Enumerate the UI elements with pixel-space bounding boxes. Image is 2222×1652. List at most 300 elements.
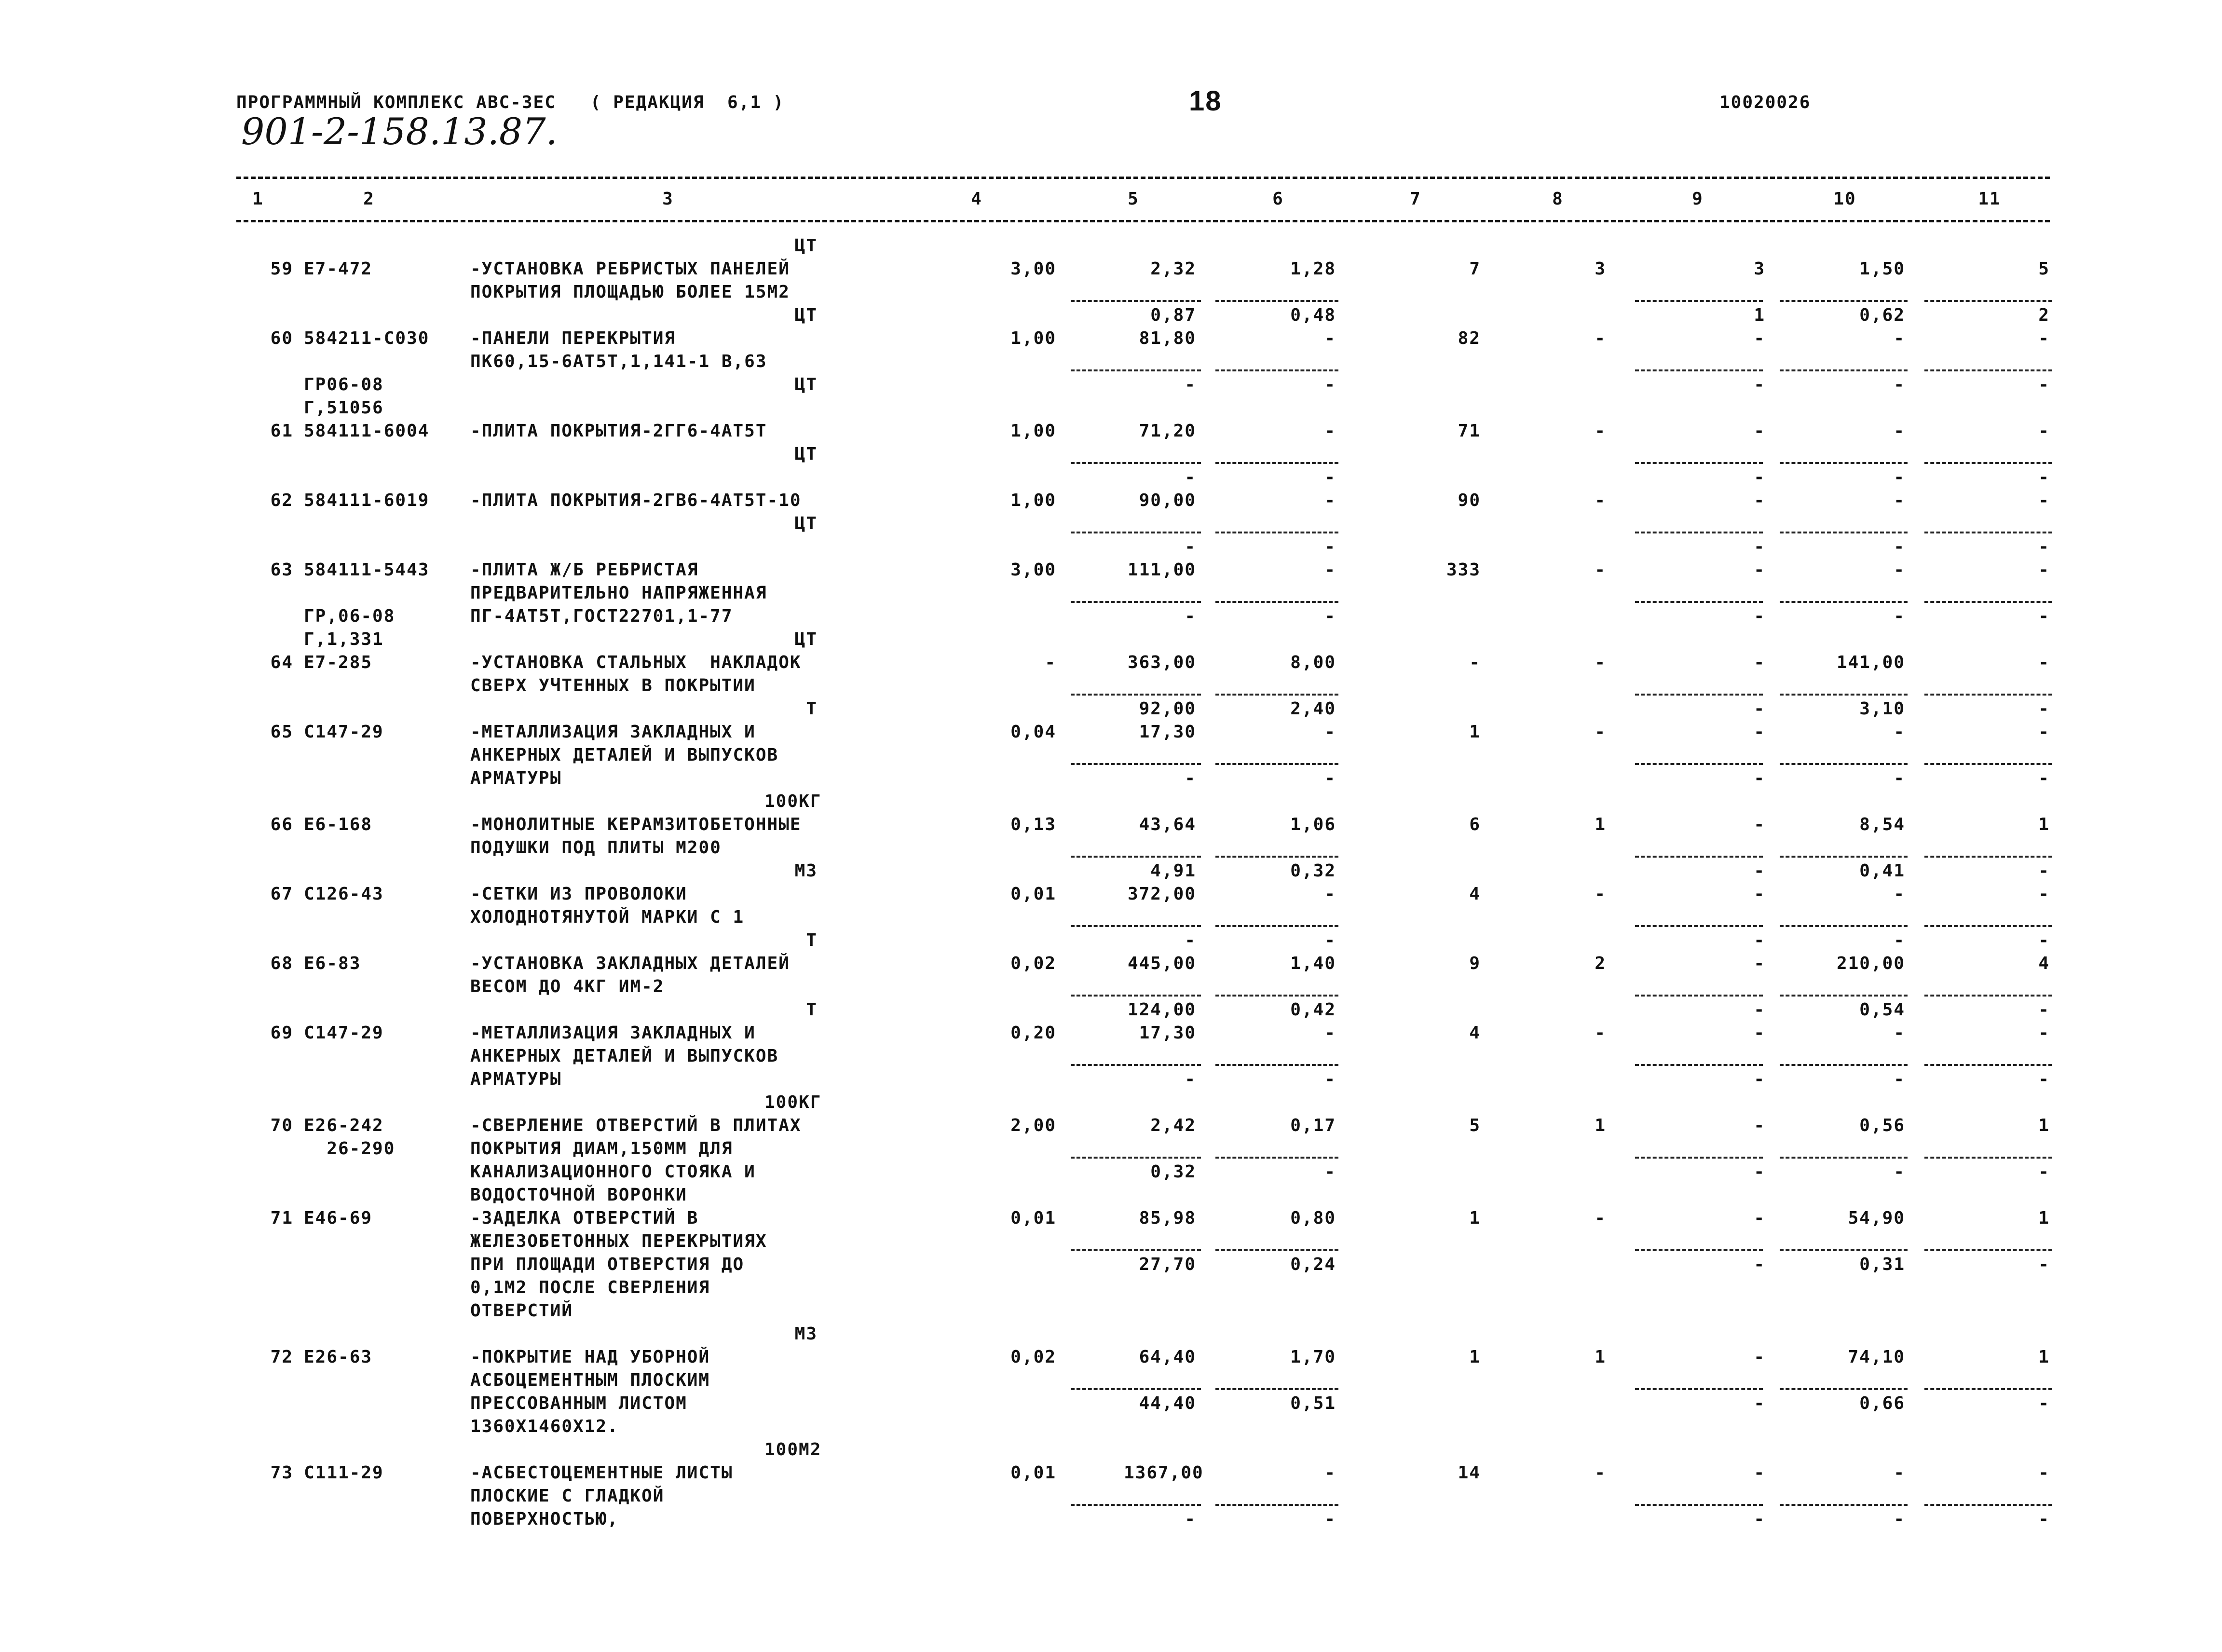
row-value-c10: - (1894, 375, 1905, 395)
row-description: ПГ-4АТ5Т,ГОСТ22701,1-77 (470, 606, 733, 626)
row-value-c6: - (1324, 328, 1336, 348)
row-dash-separator (1780, 763, 1908, 765)
row-value-c11: 1 (2038, 1208, 2050, 1228)
row-dash-separator (1215, 763, 1338, 765)
row-value-c5: - (1185, 1509, 1196, 1529)
col-num-3: 3 (662, 189, 674, 209)
row-value-c8: - (1595, 653, 1606, 672)
row-description: -ПОКРЫТИЕ НАД УБОРНОЙ (470, 1347, 710, 1367)
document-code: 10020026 (1719, 93, 1811, 112)
row-value-c10: 1,50 (1859, 259, 1905, 279)
row-dash-separator (1780, 369, 1908, 371)
row-value-c6: 0,32 (1290, 861, 1336, 881)
col-num-8: 8 (1552, 189, 1564, 209)
row-value-c4: - (1045, 653, 1056, 672)
row-value-c10: - (1894, 606, 1905, 626)
row-value-c6: - (1324, 491, 1336, 510)
row-number: 68 (270, 954, 293, 973)
row-value-c9: - (1754, 1000, 1765, 1020)
row-description: ХОЛОДНОТЯНУТОЙ МАРКИ С 1 (470, 907, 745, 927)
row-description: АНКЕРНЫХ ДЕТАЛЕЙ И ВЫПУСКОВ (470, 1046, 779, 1066)
row-number: 72 (270, 1347, 293, 1367)
row-value-c11: - (2038, 328, 2050, 348)
row-value-c4: 0,01 (1010, 1208, 1056, 1228)
row-dash-separator (1071, 532, 1201, 533)
row-value-c9: - (1754, 537, 1765, 557)
row-value-c11: - (2038, 537, 2050, 557)
row-number: 71 (270, 1208, 293, 1228)
row-description: ПЛОСКИЕ С ГЛАДКОЙ (470, 1486, 665, 1506)
row-value-c5: 27,70 (1139, 1255, 1196, 1274)
row-value-c11: - (2038, 861, 2050, 881)
row-value-c8: - (1595, 884, 1606, 904)
row-dash-separator (1780, 925, 1908, 927)
row-value-c11: - (2038, 606, 2050, 626)
row-value-c7: 1 (1469, 722, 1481, 742)
row-dash-separator (1780, 1388, 1908, 1390)
row-value-c10: - (1894, 1509, 1905, 1529)
row-description: ПОКРЫТИЯ ДИАМ,150ММ ДЛЯ (470, 1139, 733, 1159)
row-dash-separator (1780, 601, 1908, 603)
row-value-c5: 372,00 (1127, 884, 1196, 904)
row-dash-separator (1635, 601, 1763, 603)
row-number: 64 (270, 653, 293, 672)
row-value-c9: - (1754, 1208, 1765, 1228)
row-value-c6: - (1324, 1509, 1336, 1529)
row-code: ГР06-08 (304, 375, 384, 395)
row-value-c10: - (1894, 1463, 1905, 1483)
row-value-c8: - (1595, 1023, 1606, 1043)
row-dash-separator (1924, 1504, 2052, 1506)
row-unit: Т (806, 699, 818, 719)
row-value-c4: 0,13 (1010, 815, 1056, 834)
row-number: 65 (270, 722, 293, 742)
row-code: Е26-242 (304, 1116, 384, 1135)
row-value-c9: - (1754, 375, 1765, 395)
row-value-c6: - (1324, 467, 1336, 487)
row-value-c6: 0,48 (1290, 305, 1336, 325)
row-dash-separator (1215, 925, 1338, 927)
row-value-c6: - (1324, 768, 1336, 788)
row-value-c11: 1 (2038, 1347, 2050, 1367)
row-value-c11: - (2038, 491, 2050, 510)
row-dash-separator (1215, 300, 1338, 302)
row-dash-separator (1924, 1064, 2052, 1066)
row-dash-separator (1924, 601, 2052, 603)
row-code: 26-290 (304, 1139, 395, 1159)
row-dash-separator (1924, 1249, 2052, 1251)
row-dash-separator (1635, 856, 1763, 858)
row-value-c10: 141,00 (1836, 653, 1905, 672)
row-dash-separator (1215, 694, 1338, 696)
row-description: -АСБЕСТОЦЕМЕНТНЫЕ ЛИСТЫ (470, 1463, 733, 1483)
row-value-c6: - (1324, 421, 1336, 441)
row-value-c11: 1 (2038, 815, 2050, 834)
row-value-c9: - (1754, 768, 1765, 788)
row-value-c6: - (1324, 1463, 1336, 1483)
row-value-c11: - (2038, 930, 2050, 950)
row-value-c6: 8,00 (1290, 653, 1336, 672)
row-description: АСБОЦЕМЕНТНЫМ ПЛОСКИМ (470, 1370, 710, 1390)
row-unit: ЦТ (794, 375, 818, 395)
row-value-c10: - (1894, 467, 1905, 487)
row-value-c4: 0,01 (1010, 884, 1056, 904)
row-dash-separator (1215, 1388, 1338, 1390)
row-value-c11: 4 (2038, 954, 2050, 973)
row-description: -ПЛИТА ПОКРЫТИЯ-2ГВ6-4АТ5Т-10 (470, 491, 802, 510)
row-value-c5: 64,40 (1139, 1347, 1196, 1367)
row-number: 63 (270, 560, 293, 580)
row-value-c10: 210,00 (1836, 954, 1905, 973)
row-value-c6: 0,80 (1290, 1208, 1336, 1228)
row-value-c5: 4,91 (1150, 861, 1196, 881)
row-dash-separator (1215, 1157, 1338, 1159)
row-dash-separator (1071, 300, 1201, 302)
col-num-11: 11 (1978, 189, 2001, 209)
row-code: Е6-168 (304, 815, 373, 834)
row-value-c7: 5 (1469, 1116, 1481, 1135)
row-description: СВЕРХ УЧТЕННЫХ В ПОКРЫТИИ (470, 676, 756, 696)
row-value-c6: 1,70 (1290, 1347, 1336, 1367)
row-value-c11: - (2038, 1463, 2050, 1483)
row-value-c5: 90,00 (1139, 491, 1196, 510)
row-value-c5: - (1185, 537, 1196, 557)
row-description: -МЕТАЛЛИЗАЦИЯ ЗАКЛАДНЫХ И (470, 722, 756, 742)
row-value-c11: - (2038, 722, 2050, 742)
row-description: АРМАТУРЫ (470, 1069, 562, 1089)
row-unit: ЦТ (794, 629, 818, 649)
row-value-c5: 43,64 (1139, 815, 1196, 834)
row-description: -УСТАНОВКА РЕБРИСТЫХ ПАНЕЛЕЙ (470, 259, 790, 279)
row-description: КАНАЛИЗАЦИОННОГО СТОЯКА И (470, 1162, 756, 1182)
row-value-c9: - (1754, 884, 1765, 904)
row-value-c11: - (2038, 1509, 2050, 1529)
row-value-c10: 0,66 (1859, 1393, 1905, 1413)
row-value-c7: 71 (1458, 421, 1481, 441)
row-dash-separator (1215, 369, 1338, 371)
row-value-c6: - (1324, 537, 1336, 557)
row-value-c5: 92,00 (1139, 699, 1196, 719)
row-value-c6: 0,24 (1290, 1255, 1336, 1274)
row-value-c11: 5 (2038, 259, 2050, 279)
row-value-c9: - (1754, 954, 1765, 973)
row-description: -СЕТКИ ИЗ ПРОВОЛОКИ (470, 884, 687, 904)
row-value-c6: - (1324, 1023, 1336, 1043)
row-value-c9: - (1754, 1069, 1765, 1089)
row-value-c9: - (1754, 467, 1765, 487)
row-code: 584211-С030 (304, 328, 430, 348)
row-value-c6: - (1324, 560, 1336, 580)
row-value-c4: 1,00 (1010, 491, 1056, 510)
row-value-c9: - (1754, 1116, 1765, 1135)
row-value-c5: 85,98 (1139, 1208, 1196, 1228)
row-dash-separator (1215, 1249, 1338, 1251)
row-value-c10: - (1894, 930, 1905, 950)
row-value-c5: 71,20 (1139, 421, 1196, 441)
row-dash-separator (1924, 462, 2052, 464)
row-value-c11: - (2038, 1069, 2050, 1089)
row-unit: М3 (794, 1324, 818, 1344)
row-value-c9: - (1754, 491, 1765, 510)
row-dash-separator (1635, 532, 1763, 533)
row-value-c5: - (1185, 375, 1196, 395)
row-dash-separator (1635, 1249, 1763, 1251)
row-value-c11: - (2038, 1000, 2050, 1020)
row-dash-separator (1780, 300, 1908, 302)
row-dash-separator (1780, 1504, 1908, 1506)
row-value-c7: 4 (1469, 1023, 1481, 1043)
row-value-c9: - (1754, 1393, 1765, 1413)
row-value-c9: - (1754, 1509, 1765, 1529)
row-value-c8: 1 (1595, 1116, 1606, 1135)
row-value-c11: - (2038, 560, 2050, 580)
row-description: 0,1М2 ПОСЛЕ СВЕРЛЕНИЯ (470, 1278, 710, 1297)
row-dash-separator (1924, 1157, 2052, 1159)
col-num-1: 1 (252, 189, 264, 209)
row-unit: ЦТ (794, 236, 818, 256)
row-dash-separator (1635, 763, 1763, 765)
row-value-c5: 2,32 (1150, 259, 1196, 279)
row-value-c5: 0,87 (1150, 305, 1196, 325)
row-dash-separator (1780, 1157, 1908, 1159)
row-value-c7: 90 (1458, 491, 1481, 510)
row-value-c6: - (1324, 1069, 1336, 1089)
row-code: Е7-285 (304, 653, 373, 672)
row-dash-separator (1635, 1504, 1763, 1506)
row-value-c9: - (1754, 1162, 1765, 1182)
row-description: ПРЕДВАРИТЕЛЬНО НАПРЯЖЕННАЯ (470, 583, 767, 603)
row-number: 59 (270, 259, 293, 279)
row-code: С147-29 (304, 722, 384, 742)
program-title: ПРОГРАММНЫЙ КОМПЛЕКС АВС-3ЕС ( РЕДАКЦИЯ 6,1 ) (236, 93, 785, 112)
row-code: Е26-63 (304, 1347, 373, 1367)
row-value-c8: 3 (1595, 259, 1606, 279)
col-num-4: 4 (971, 189, 982, 209)
row-unit: Т (806, 930, 818, 950)
row-dash-separator (1071, 1504, 1201, 1506)
row-unit: ЦТ (794, 444, 818, 464)
row-dash-separator (1924, 694, 2052, 696)
row-dash-separator (1635, 1064, 1763, 1066)
row-dash-separator (1215, 462, 1338, 464)
row-value-c6: 1,40 (1290, 954, 1336, 973)
row-dash-separator (1215, 532, 1338, 533)
row-dash-separator (1071, 1157, 1201, 1159)
row-value-c10: 0,41 (1859, 861, 1905, 881)
row-description: АРМАТУРЫ (470, 768, 562, 788)
row-code: 584111-6019 (304, 491, 430, 510)
col-num-9: 9 (1692, 189, 1704, 209)
row-value-c9: - (1754, 653, 1765, 672)
row-value-c8: - (1595, 1463, 1606, 1483)
row-code: С111-29 (304, 1463, 384, 1483)
row-value-c9: - (1754, 328, 1765, 348)
handwritten-doc-number: 901-2-158.13.87. (241, 110, 558, 153)
row-value-c7: 7 (1469, 259, 1481, 279)
row-value-c6: - (1324, 722, 1336, 742)
row-value-c4: 1,00 (1010, 421, 1056, 441)
row-value-c5: 17,30 (1139, 1023, 1196, 1043)
row-value-c4: 2,00 (1010, 1116, 1056, 1135)
row-value-c10: 0,31 (1859, 1255, 1905, 1274)
row-value-c5: 124,00 (1127, 1000, 1196, 1020)
row-dash-separator (1215, 601, 1338, 603)
row-dash-separator (1071, 694, 1201, 696)
row-dash-separator (1071, 369, 1201, 371)
row-value-c7: 9 (1469, 954, 1481, 973)
row-value-c6: 0,17 (1290, 1116, 1336, 1135)
row-dash-separator (1780, 1064, 1908, 1066)
row-value-c10: 3,10 (1859, 699, 1905, 719)
row-value-c6: - (1324, 375, 1336, 395)
row-dash-separator (1635, 1388, 1763, 1390)
row-value-c11: 2 (2038, 305, 2050, 325)
row-dash-separator (1635, 694, 1763, 696)
col-num-7: 7 (1410, 189, 1421, 209)
row-number: 70 (270, 1116, 293, 1135)
row-dash-separator (1635, 995, 1763, 997)
row-value-c11: - (2038, 375, 2050, 395)
row-value-c10: 8,54 (1859, 815, 1905, 834)
row-value-c8: 1 (1595, 815, 1606, 834)
row-value-c4: 0,02 (1010, 954, 1056, 973)
row-dash-separator (1924, 1388, 2052, 1390)
row-value-c7: 1 (1469, 1347, 1481, 1367)
row-dash-separator (1780, 856, 1908, 858)
row-value-c4: 3,00 (1010, 560, 1056, 580)
row-dash-separator (1215, 856, 1338, 858)
row-description: -ПАНЕЛИ ПЕРЕКРЫТИЯ (470, 328, 676, 348)
row-value-c9: - (1754, 861, 1765, 881)
row-description: 1360Х1460Х12. (470, 1417, 619, 1436)
row-value-c6: 0,42 (1290, 1000, 1336, 1020)
row-description: -МЕТАЛЛИЗАЦИЯ ЗАКЛАДНЫХ И (470, 1023, 756, 1043)
row-description: АНКЕРНЫХ ДЕТАЛЕЙ И ВЫПУСКОВ (470, 745, 779, 765)
row-value-c5: - (1185, 1069, 1196, 1089)
row-dash-separator (1071, 1249, 1201, 1251)
header-rule-bottom (236, 220, 2050, 222)
row-description: -ПЛИТА Ж/Б РЕБРИСТАЯ (470, 560, 699, 580)
row-value-c11: - (2038, 467, 2050, 487)
row-dash-separator (1215, 1504, 1338, 1506)
row-description: -СВЕРЛЕНИЕ ОТВЕРСТИЙ В ПЛИТАХ (470, 1116, 802, 1135)
row-value-c7: 6 (1469, 815, 1481, 834)
row-dash-separator (1215, 995, 1338, 997)
row-value-c6: - (1324, 1162, 1336, 1182)
row-dash-separator (1924, 532, 2052, 533)
row-value-c8: - (1595, 1208, 1606, 1228)
row-value-c8: - (1595, 560, 1606, 580)
row-dash-separator (1071, 995, 1201, 997)
row-dash-separator (1924, 763, 2052, 765)
page-number: 18 (1189, 85, 1222, 117)
row-value-c9: - (1754, 722, 1765, 742)
row-description: ОТВЕРСТИЙ (470, 1301, 573, 1321)
row-value-c5: - (1185, 467, 1196, 487)
row-value-c9: 3 (1754, 259, 1765, 279)
row-dash-separator (1635, 369, 1763, 371)
row-description: ВОДОСТОЧНОЙ ВОРОНКИ (470, 1185, 687, 1205)
row-description: -УСТАНОВКА ЗАКЛАДНЫХ ДЕТАЛЕЙ (470, 954, 790, 973)
row-value-c5: - (1185, 606, 1196, 626)
row-description: ПРИ ПЛОЩАДИ ОТВЕРСТИЯ ДО (470, 1255, 745, 1274)
row-value-c10: - (1894, 722, 1905, 742)
row-code: Е7-472 (304, 259, 373, 279)
row-value-c7: 1 (1469, 1208, 1481, 1228)
row-value-c4: 3,00 (1010, 259, 1056, 279)
row-unit: 100КГ (764, 792, 822, 811)
row-dash-separator (1780, 995, 1908, 997)
row-number: 66 (270, 815, 293, 834)
row-value-c10: - (1894, 491, 1905, 510)
row-value-c11: - (2038, 1162, 2050, 1182)
row-value-c6: - (1324, 930, 1336, 950)
row-value-c11: - (2038, 884, 2050, 904)
header-rule-top (236, 177, 2050, 179)
row-dash-separator (1071, 856, 1201, 858)
row-dash-separator (1071, 601, 1201, 603)
row-code: Е6-83 (304, 954, 361, 973)
row-value-c4: 0,20 (1010, 1023, 1056, 1043)
row-unit: 100КГ (764, 1092, 822, 1112)
row-dash-separator (1924, 925, 2052, 927)
row-number: 67 (270, 884, 293, 904)
row-dash-separator (1924, 995, 2052, 997)
column-number-row (0, 189, 2222, 213)
row-value-c10: - (1894, 1162, 1905, 1182)
row-value-c7: 82 (1458, 328, 1481, 348)
row-value-c6: 1,06 (1290, 815, 1336, 834)
row-dash-separator (1635, 925, 1763, 927)
row-value-c6: - (1324, 884, 1336, 904)
row-value-c11: - (2038, 421, 2050, 441)
row-code: Г,1,331 (304, 629, 384, 649)
row-value-c5: 445,00 (1127, 954, 1196, 973)
row-value-c5: 363,00 (1127, 653, 1196, 672)
row-number: 69 (270, 1023, 293, 1043)
row-code: Е46-69 (304, 1208, 373, 1228)
row-value-c5: 2,42 (1150, 1116, 1196, 1135)
row-value-c9: 1 (1754, 305, 1765, 325)
row-description: ВЕСОМ ДО 4КГ ИМ-2 (470, 977, 665, 997)
row-value-c8: 2 (1595, 954, 1606, 973)
row-dash-separator (1071, 462, 1201, 464)
row-value-c10: - (1894, 537, 1905, 557)
row-code: 584111-6004 (304, 421, 430, 441)
row-value-c10: 0,54 (1859, 1000, 1905, 1020)
row-value-c9: - (1754, 699, 1765, 719)
row-code: Г,51056 (304, 398, 384, 418)
col-num-10: 10 (1833, 189, 1856, 209)
row-value-c4: 0,01 (1010, 1463, 1056, 1483)
row-value-c11: - (2038, 699, 2050, 719)
row-code: 584111-5443 (304, 560, 430, 580)
row-value-c8: - (1595, 328, 1606, 348)
row-value-c4: 0,02 (1010, 1347, 1056, 1367)
row-dash-separator (1215, 1064, 1338, 1066)
row-code: С147-29 (304, 1023, 384, 1043)
row-value-c6: - (1324, 606, 1336, 626)
row-value-c5: 44,40 (1139, 1393, 1196, 1413)
row-value-c9: - (1754, 1023, 1765, 1043)
row-description: -МОНОЛИТНЫЕ КЕРАМЗИТОБЕТОННЫЕ (470, 815, 802, 834)
row-value-c8: 1 (1595, 1347, 1606, 1367)
row-description: -УСТАНОВКА СТАЛЬНЫХ НАКЛАДОК (470, 653, 802, 672)
row-description: ПОКРЫТИЯ ПЛОЩАДЬЮ БОЛЕЕ 15М2 (470, 282, 790, 302)
row-dash-separator (1780, 462, 1908, 464)
row-dash-separator (1924, 856, 2052, 858)
row-description: ПОДУШКИ ПОД ПЛИТЫ М200 (470, 838, 722, 858)
